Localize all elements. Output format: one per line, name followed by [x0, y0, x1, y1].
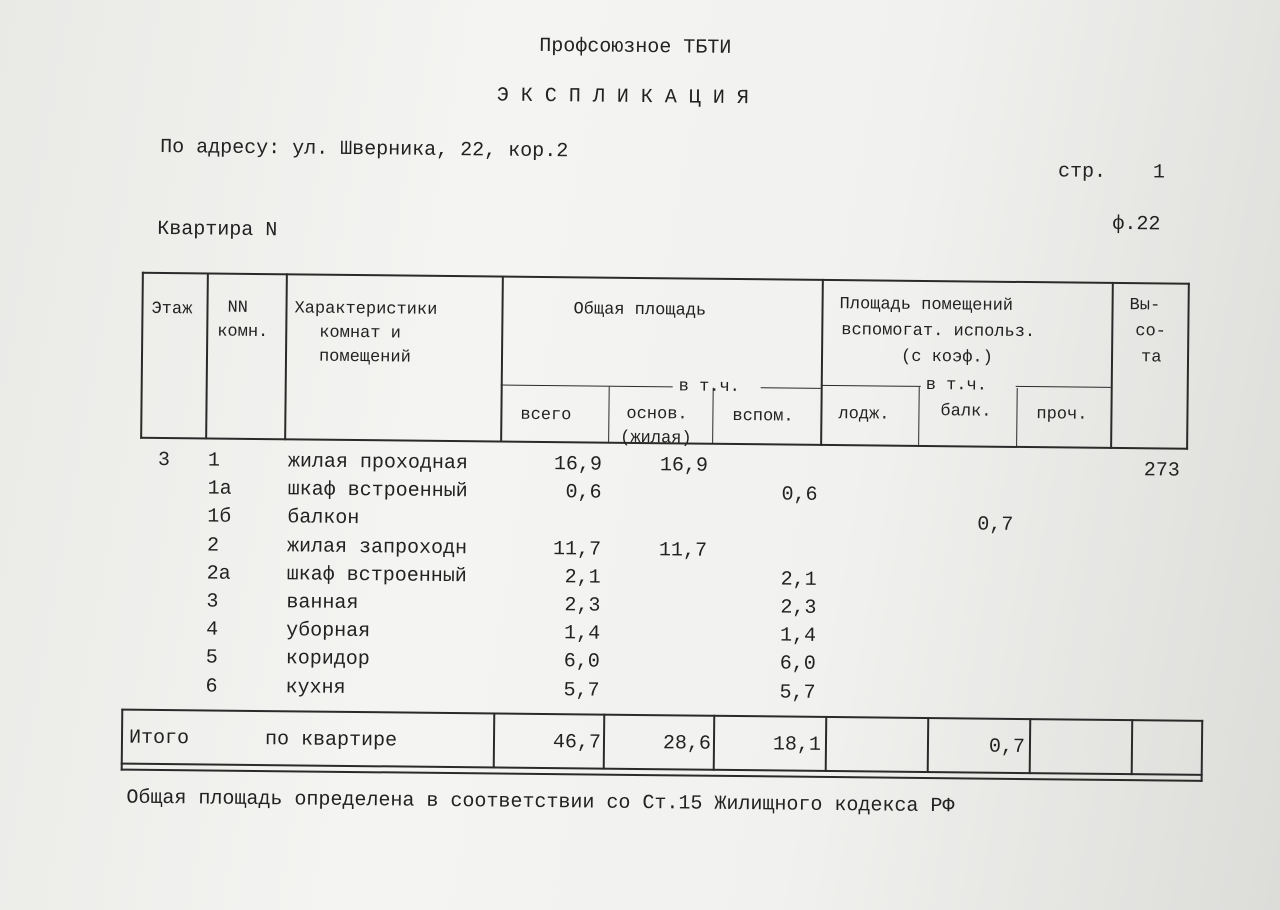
row-total-area: 5,7: [563, 678, 600, 703]
row-balcony-area: 0,7: [977, 513, 1014, 538]
totals-label-2: по квартире: [264, 728, 398, 753]
col-loggia: лодж.: [838, 405, 890, 425]
row-room-number: 1а: [207, 477, 232, 501]
address: По адресу: ул. Шверника, 22, кор.2: [160, 135, 569, 164]
totals-frame: [5, 0, 1280, 7]
row-aux-area: 0,6: [781, 483, 818, 508]
row-height: [1108, 630, 1178, 631]
row-room-number: 3: [206, 590, 219, 614]
totals-label-1: Итого: [128, 726, 190, 751]
row-balcony-area: [918, 459, 1014, 460]
col-total: всего: [520, 405, 572, 426]
col-main-1: основ.: [626, 404, 688, 425]
col-room-no-2: комн.: [217, 322, 269, 343]
row-balcony-area: [916, 628, 1012, 629]
document-title: Э К С П Л И К А Ц И Я: [496, 84, 749, 111]
row-balcony-area: [916, 656, 1012, 657]
row-floor: 3: [157, 448, 171, 473]
col-room-no-1: NN: [227, 298, 249, 318]
col-desc-1: Характеристики: [294, 299, 438, 320]
row-description: жилая проходная: [287, 450, 469, 476]
col-main-2: (жилая): [620, 428, 692, 449]
totals-aux: 18,1: [772, 733, 822, 757]
row-height: [1108, 658, 1178, 659]
row-room-number: 4: [206, 618, 219, 642]
row-height: [1108, 687, 1178, 688]
row-aux-area: 6,0: [779, 652, 816, 677]
row-aux-area: [715, 513, 817, 514]
row-total-area: [499, 511, 601, 512]
row-aux-area: 2,3: [780, 596, 817, 620]
col-other: проч.: [1036, 405, 1088, 425]
row-room-number: 6: [205, 675, 218, 699]
row-aux-area: [716, 457, 818, 458]
row-main-area: [604, 625, 706, 626]
row-height: 273: [1143, 459, 1180, 483]
row-height: [1109, 574, 1179, 575]
row-room-number: 2а: [206, 562, 231, 586]
row-room-number: 1б: [207, 505, 232, 530]
page-number: 1: [1152, 161, 1166, 185]
row-main-area: [606, 484, 708, 485]
row-aux-area: 5,7: [779, 681, 816, 705]
row-main-area: 16,9: [659, 454, 709, 478]
row-balcony-area: [916, 600, 1012, 601]
row-description: балкон: [287, 506, 360, 531]
col-desc-3: помещений: [318, 347, 411, 368]
row-description: жилая запроходн: [286, 534, 468, 560]
row-balcony-area: [917, 544, 1013, 545]
row-balcony-area: [917, 572, 1013, 573]
org-name: Профсоюзное ТБТИ: [539, 34, 732, 60]
row-main-area: [605, 597, 707, 598]
row-balcony-area: [916, 684, 1012, 685]
row-main-area: 11,7: [658, 538, 708, 563]
table-header-frame: [5, 0, 1280, 7]
row-main-area: [604, 681, 706, 682]
col-height-3: та: [1140, 348, 1162, 368]
row-description: кухня: [285, 675, 346, 700]
row-room-number: 1: [207, 449, 221, 473]
row-description: шкаф встроенный: [287, 478, 468, 504]
totals-balcony: 0,7: [988, 735, 1026, 760]
row-room-number: 5: [205, 646, 218, 670]
row-total-area: 1,4: [563, 622, 601, 646]
row-total-area: 11,7: [552, 537, 602, 562]
col-floor: Этаж: [151, 299, 193, 320]
row-room-number: 2: [206, 534, 220, 558]
row-height: [1110, 489, 1180, 490]
row-total-area: 2,3: [564, 594, 601, 618]
footer-note: Общая площадь определена в соответствии со Ст.15 Жилищного кодекса РФ: [126, 786, 955, 819]
row-height: [1108, 602, 1178, 603]
col-height-1: Вы-: [1129, 296, 1161, 316]
row-description: уборная: [286, 619, 371, 644]
totals-total: 46,7: [552, 731, 602, 755]
row-total-area: 2,1: [564, 566, 601, 590]
row-total-area: 16,9: [553, 453, 603, 477]
col-aux-area-1: Площадь помещений: [839, 295, 1014, 316]
col-aux-area-2: вспомогат. использ.: [841, 321, 1036, 343]
col-incl-2: в т.ч.: [925, 375, 988, 396]
row-main-area: [605, 568, 707, 569]
col-total-area: Общая площадь: [573, 300, 707, 321]
col-desc-2: комнат и: [319, 323, 401, 344]
row-aux-area: 2,1: [780, 568, 817, 592]
row-aux-area: [715, 541, 817, 542]
page-label: стр.: [1057, 160, 1107, 184]
row-total-area: 6,0: [563, 650, 600, 674]
totals-main: 28,6: [662, 732, 712, 756]
row-total-area: 0,6: [565, 481, 602, 505]
row-balcony-area: [918, 487, 1014, 488]
col-aux: вспом.: [732, 406, 794, 427]
row-aux-area: 1,4: [779, 624, 817, 649]
col-aux-area-3: (с коэф.): [900, 347, 993, 368]
row-main-area: [605, 512, 707, 513]
row-description: коридор: [285, 647, 370, 672]
apartment-label: Квартира N: [157, 217, 278, 243]
row-height: [1109, 546, 1179, 547]
col-balcony: балк.: [940, 402, 992, 422]
form-number: ф.22: [1112, 212, 1161, 237]
col-incl-1: в т.ч.: [678, 377, 741, 398]
row-description: шкаф встроенный: [286, 563, 467, 588]
row-main-area: [604, 653, 706, 654]
row-height: [1109, 517, 1179, 518]
col-height-2: со-: [1135, 322, 1167, 342]
row-description: ванная: [286, 591, 359, 616]
